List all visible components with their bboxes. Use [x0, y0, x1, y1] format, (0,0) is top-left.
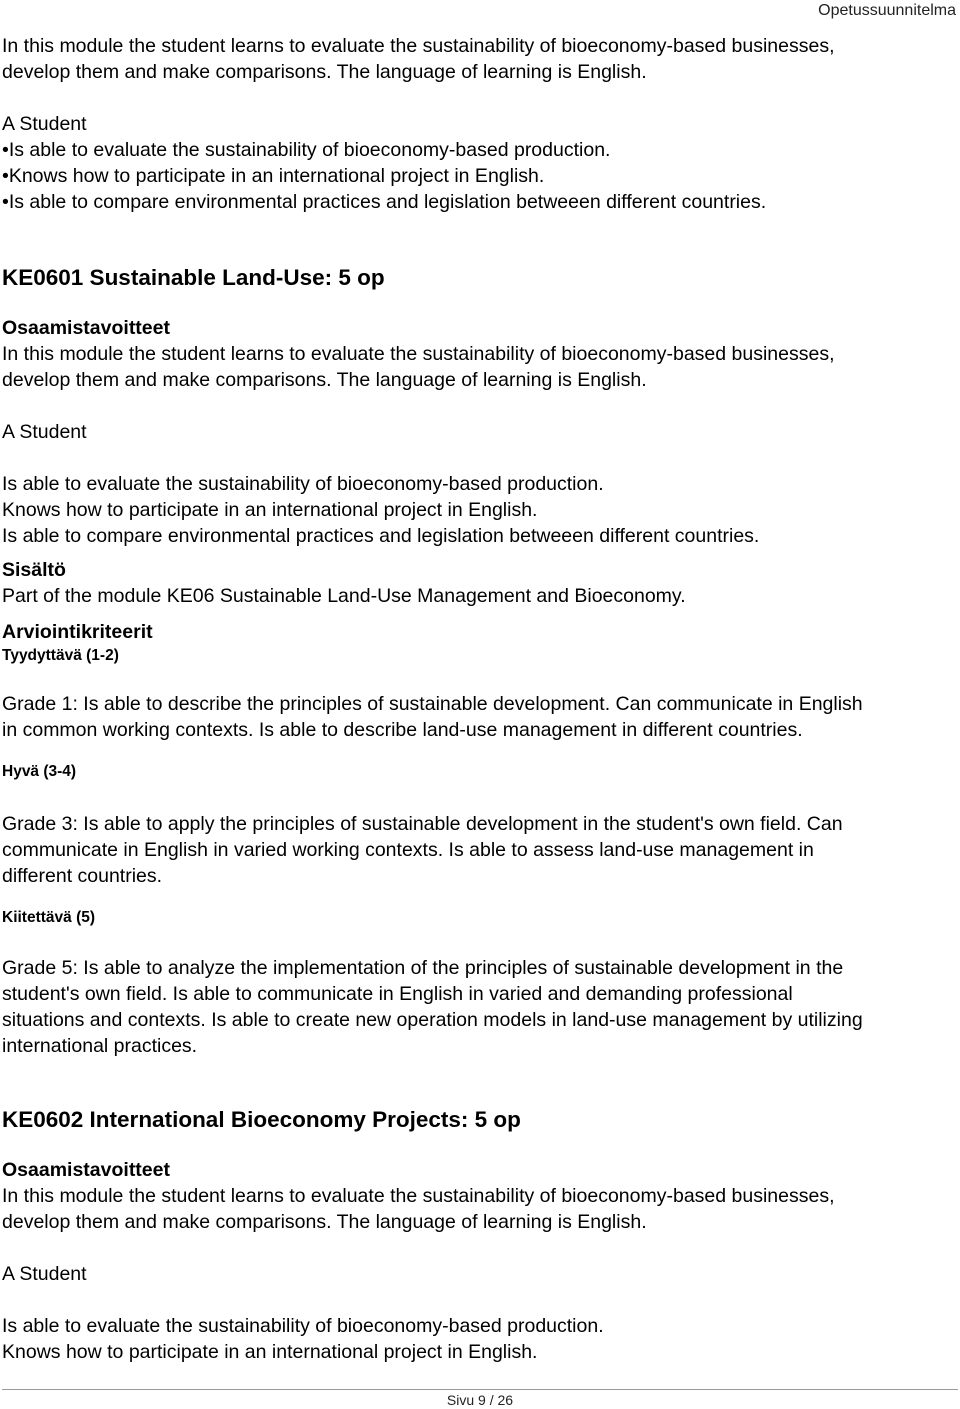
grade-text-line: communicate in English in varied working contexts. Is able to assess land-use management in [2, 839, 814, 861]
outcome-item: Is able to compare environmental practices and legislation betweeen different countries. [2, 525, 760, 547]
intro-bullet: •Is able to evaluate the sustainability of bioeconomy-based production. [2, 139, 611, 161]
grade-text-line: student's own field. Is able to communicate in English in varied and demanding professional [2, 983, 793, 1005]
module-title: KE0602 International Bioeconomy Projects: 5 op [2, 1107, 521, 1132]
content-text: Part of the module KE06 Sustainable Land-Use Management and Bioeconomy. [2, 585, 686, 607]
document-label: Opetussuunnitelma [818, 2, 956, 19]
grade-text-line: international practices. [2, 1035, 198, 1057]
intro-description-line: develop them and make comparisons. The language of learning is English. [2, 61, 647, 83]
grade-label: Kiitettävä (5) [2, 909, 96, 926]
module-description-line: develop them and make comparisons. The language of learning is English. [2, 1211, 647, 1233]
module-description-line: develop them and make comparisons. The language of learning is English. [2, 369, 647, 391]
module-title: KE0601 Sustainable Land-Use: 5 op [2, 265, 385, 290]
module-student: A Student [2, 1263, 87, 1285]
outcome-item: Is able to evaluate the sustainability of bioeconomy-based production. [2, 1315, 604, 1337]
intro-bullet: •Is able to compare environmental practices and legislation betweeen different countries. [2, 191, 767, 213]
outcomes-label: Osaamistavoitteet [2, 1159, 170, 1181]
grade-text-line: in common working contexts. Is able to describe land-use management in different countries. [2, 719, 803, 741]
grade-label: Tyydyttävä (1-2) [2, 647, 119, 664]
module-description-line: In this module the student learns to evaluate the sustainability of bioeconomy-based businesses, [2, 343, 835, 365]
intro-student: A Student [2, 113, 87, 135]
intro-description-line: In this module the student learns to evaluate the sustainability of bioeconomy-based businesses, [2, 35, 835, 57]
grade-label: Hyvä (3-4) [2, 763, 77, 780]
criteria-label: Arviointikriteerit [2, 621, 153, 643]
grade-text-line: Grade 5: Is able to analyze the implementation of the principles of sustainable development in the [2, 957, 844, 979]
outcome-item: Knows how to participate in an international project in English. [2, 1341, 538, 1363]
outcome-item: Knows how to participate in an international project in English. [2, 499, 538, 521]
grade-text-line: different countries. [2, 865, 163, 887]
page-number: Sivu 9 / 26 [446, 1392, 514, 1408]
intro-bullet: •Knows how to participate in an international project in English. [2, 165, 545, 187]
page-content [2, 33, 952, 1365]
outcome-item: Is able to evaluate the sustainability of bioeconomy-based production. [2, 473, 604, 495]
module-student: A Student [2, 421, 87, 443]
footer-divider [2, 1389, 958, 1390]
content-label: Sisältö [2, 559, 66, 581]
grade-text-line: Grade 3: Is able to apply the principles of sustainable development in the student's own field. Can [2, 813, 843, 835]
module-description-line: In this module the student learns to evaluate the sustainability of bioeconomy-based businesses, [2, 1185, 835, 1207]
grade-text-line: Grade 1: Is able to describe the principles of sustainable development. Can communicate in English [2, 693, 863, 715]
outcomes-label: Osaamistavoitteet [2, 317, 170, 339]
grade-text-line: situations and contexts. Is able to create new operation models in land-use management by utilizing [2, 1009, 863, 1031]
